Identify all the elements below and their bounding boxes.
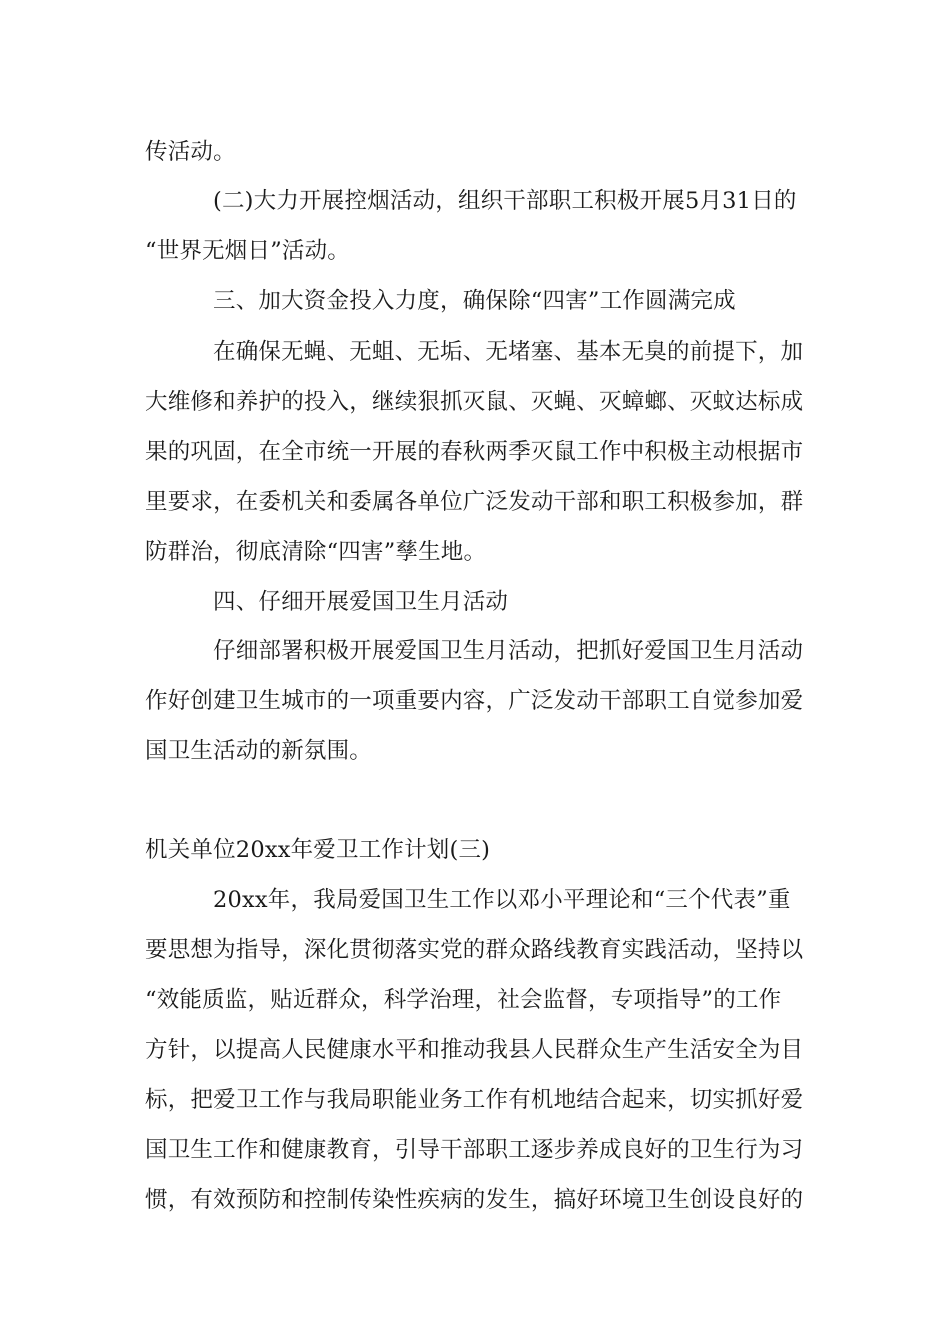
paragraph-line: 里要求，在委机关和委属各单位广泛发动干部和职工积极参加，群 [145,489,804,515]
paragraph-line: 传活动。 [145,139,236,165]
paragraph-line: 在确保无蝇、无蛆、无垢、无堵塞、基本无臭的前提下，加 [213,339,804,365]
paragraph-line: 防群治，彻底清除“四害”孳生地。 [145,539,487,565]
paragraph-line: “世界无烟日”活动。 [145,238,351,264]
paragraph-line: 要思想为指导，深化贯彻落实党的群众路线教育实践活动，坚持以 [145,937,804,963]
paragraph-line: 仔细部署积极开展爱国卫生月活动，把抓好爱国卫生月活动 [213,638,804,664]
section-heading: 三、加大资金投入力度，确保除“四害”工作圆满完成 [213,288,736,314]
paragraph-line: 作好创建卫生城市的一项重要内容，广泛发动干部职工自觉参加爱 [145,688,804,714]
paragraph-line: 惯，有效预防和控制传染性疾病的发生，搞好环境卫生创设良好的 [145,1187,804,1213]
paragraph-line: 方针，以提高人民健康水平和推动我县人民群众生产生活安全为目 [145,1037,804,1063]
paragraph-line: 国卫生活动的新氛围。 [145,738,373,764]
paragraph-line: 标，把爱卫工作与我局职能业务工作有机地结合起来，切实抓好爱 [145,1087,804,1113]
paragraph-line: (二)大力开展控烟活动，组织干部职工积极开展5月31日的 [213,188,797,214]
paragraph-line: “效能质监，贴近群众，科学治理，社会监督，专项指导”的工作 [145,987,782,1013]
paragraph-line: 大维修和养护的投入，继续狠抓灭鼠、灭蝇、灭蟑螂、灭蚊达标成 [145,389,804,415]
paragraph-line: 国卫生工作和健康教育，引导干部职工逐步养成良好的卫生行为习 [145,1137,804,1163]
document-title: 机关单位20xx年爱卫工作计划(三) [145,837,491,863]
paragraph-line: 20xx年，我局爱国卫生工作以邓小平理论和“三个代表”重 [213,887,791,913]
paragraph-line: 果的巩固，在全市统一开展的春秋两季灭鼠工作中积极主动根据市 [145,439,804,465]
section-heading: 四、仔细开展爱国卫生月活动 [213,589,509,615]
